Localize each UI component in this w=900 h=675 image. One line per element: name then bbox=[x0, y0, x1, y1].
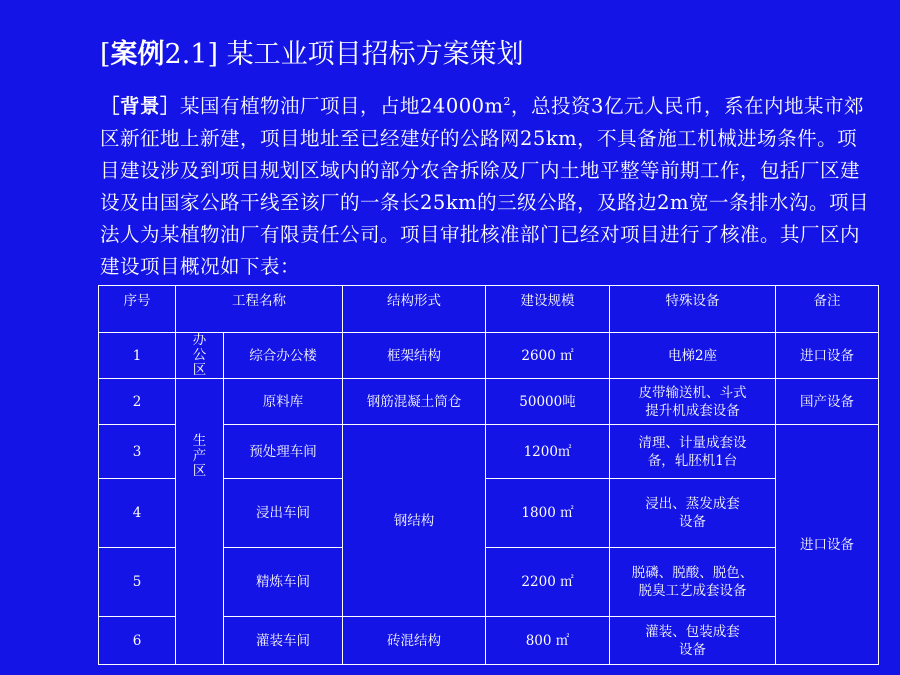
row3-seq: 3 bbox=[99, 425, 176, 479]
row4-name: 浸出车间 bbox=[224, 479, 343, 548]
row2-structure: 钢筋混凝土筒仓 bbox=[343, 379, 486, 425]
row6-structure: 砖混结构 bbox=[343, 617, 486, 665]
row3-scale: 1200㎡ bbox=[486, 425, 610, 479]
title-text: 某工业项目招标方案策划 bbox=[218, 39, 524, 70]
row4-scale: 1800 ㎡ bbox=[486, 479, 610, 548]
row1-remark: 进口设备 bbox=[776, 333, 879, 379]
row3-name: 预处理车间 bbox=[224, 425, 343, 479]
background-text-part1: 某国有植物油厂项目，占地24000m bbox=[180, 94, 504, 118]
row6-scale: 800 ㎡ bbox=[486, 617, 610, 665]
table-row bbox=[99, 333, 879, 379]
header-remark: 备注 bbox=[776, 286, 879, 333]
row2-name: 原料库 bbox=[224, 379, 343, 425]
row5-seq: 5 bbox=[99, 548, 176, 617]
row2-scale: 50000吨 bbox=[486, 379, 610, 425]
header-seq: 序号 bbox=[99, 286, 176, 333]
row1-equipment: 电梯2座 bbox=[610, 333, 776, 379]
table-header-row bbox=[99, 286, 879, 333]
background-paragraph bbox=[100, 86, 870, 283]
row6-equipment: 灌装、包装成套 设备 bbox=[610, 617, 776, 665]
area-superscript: 2 bbox=[503, 95, 512, 108]
header-equipment: 特殊设备 bbox=[610, 286, 776, 333]
zone-office: 办 公 区 bbox=[176, 333, 224, 379]
row5-name: 精炼车间 bbox=[224, 548, 343, 617]
row2-seq: 2 bbox=[99, 379, 176, 425]
structure-steel: 钢结构 bbox=[343, 425, 486, 617]
title-case-label: 案例 bbox=[110, 39, 165, 70]
row1-name: 综合办公楼 bbox=[224, 333, 343, 379]
table-row bbox=[99, 379, 879, 425]
header-name: 工程名称 bbox=[176, 286, 343, 333]
row3-equipment: 清理、计量成套设 备，轧胚机1台 bbox=[610, 425, 776, 479]
title-bracket-open: [ bbox=[100, 39, 111, 70]
row6-seq: 6 bbox=[99, 617, 176, 665]
header-scale: 建设规模 bbox=[486, 286, 610, 333]
slide-title bbox=[100, 38, 524, 72]
row4-seq: 4 bbox=[99, 479, 176, 548]
row2-equipment: 皮带输送机、斗式 提升机成套设备 bbox=[610, 379, 776, 425]
row2-remark: 国产设备 bbox=[776, 379, 879, 425]
row1-structure: 框架结构 bbox=[343, 333, 486, 379]
title-case-tag bbox=[111, 39, 208, 70]
title-case-number: 2.1 bbox=[164, 39, 208, 70]
project-table bbox=[98, 285, 879, 665]
remark-imported: 进口设备 bbox=[776, 425, 879, 665]
row6-name: 灌装车间 bbox=[224, 617, 343, 665]
row4-equipment: 浸出、蒸发成套 设备 bbox=[610, 479, 776, 548]
background-text-part2: ，总投资3亿元人民币，系在内地某市郊区新征地上新建，项目地址至已经建好的公路网25km，不具备施工机械进场条件。项目建设涉及到项目规划区域内的部分农舍拆除及厂内土地平整等前期工作，包括厂区建设及由国家公路干线至该厂的一条长25km的三级公路，及路边2m宽一条排水沟。项目法人为某植物油厂有限责任公司。项目审批核准部门已经对项目进行了核准。其厂区内建设项目概况如下表： bbox=[100, 94, 870, 278]
background-tag: ［背景］ bbox=[100, 94, 181, 118]
zone-production: 生 产 区 bbox=[176, 379, 224, 665]
row5-scale: 2200 ㎡ bbox=[486, 548, 610, 617]
header-structure: 结构形式 bbox=[343, 286, 486, 333]
row1-seq: 1 bbox=[99, 333, 176, 379]
row1-scale: 2600 ㎡ bbox=[486, 333, 610, 379]
row5-equipment: 脱磷、脱酸、脱色、 脱臭工艺成套设备 bbox=[610, 548, 776, 617]
title-bracket-close: ] bbox=[207, 39, 219, 70]
